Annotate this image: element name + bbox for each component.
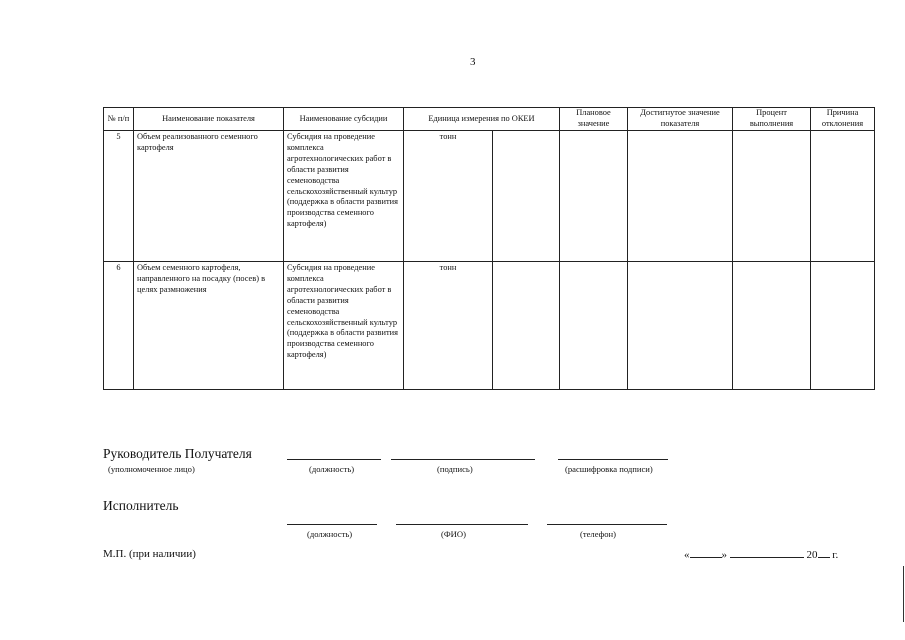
head-signature-caption: (подпись) bbox=[437, 464, 473, 474]
header-number: № п/п bbox=[104, 108, 134, 131]
header-reason: Причина отклонения bbox=[811, 108, 875, 131]
stamp-label: М.П. (при наличии) bbox=[103, 548, 196, 560]
head-position-line bbox=[287, 459, 381, 460]
row-percent bbox=[733, 262, 811, 390]
date-field bbox=[684, 548, 838, 561]
date-year-prefix: 20 bbox=[806, 549, 818, 561]
header-achieved: Достигнутое значение показателя bbox=[628, 108, 733, 131]
row-number: 5 bbox=[104, 131, 134, 262]
date-open-quote: « bbox=[684, 549, 690, 561]
head-subtitle: (уполномоченное лицо) bbox=[108, 464, 195, 474]
executor-position-line bbox=[287, 524, 377, 525]
row-planned bbox=[560, 131, 628, 262]
header-unit: Единица измерения по ОКЕИ bbox=[404, 108, 560, 131]
row-planned bbox=[560, 262, 628, 390]
row-unit-code bbox=[493, 262, 560, 390]
row-reason bbox=[811, 262, 875, 390]
head-position-caption: (должность) bbox=[309, 464, 355, 474]
row-subsidy: Субсидия на проведение комплекса агротехнологических работ в области развития семеноводства сельскохозяйственный культур (поддержка в области развития производства семенного картофеля) bbox=[284, 262, 404, 390]
row-indicator: Объем семенного картофеля, направленного на посадку (посев) в целях размножения bbox=[134, 262, 284, 390]
executor-name-caption: (ФИО) bbox=[441, 529, 466, 539]
scan-edge-line bbox=[903, 566, 904, 622]
row-reason bbox=[811, 131, 875, 262]
table-row bbox=[104, 131, 875, 262]
date-day-blank bbox=[690, 548, 722, 558]
table-header-row bbox=[104, 108, 875, 131]
header-indicator: Наименование показателя bbox=[134, 108, 284, 131]
date-month-blank bbox=[730, 548, 804, 558]
row-unit: тонн bbox=[404, 262, 493, 390]
header-percent: Процент выполнения bbox=[733, 108, 811, 131]
row-unit-code bbox=[493, 131, 560, 262]
head-signature-line bbox=[391, 459, 535, 460]
head-decoding-line bbox=[558, 459, 668, 460]
head-title: Руководитель Получателя bbox=[103, 446, 252, 461]
executor-title: Исполнитель bbox=[103, 498, 179, 513]
row-unit: тонн bbox=[404, 131, 493, 262]
row-number: 6 bbox=[104, 262, 134, 390]
row-achieved bbox=[628, 131, 733, 262]
executor-phone-caption: (телефон) bbox=[580, 529, 616, 539]
row-percent bbox=[733, 131, 811, 262]
row-achieved bbox=[628, 262, 733, 390]
row-indicator: Объем реализованного семенного картофеля bbox=[134, 131, 284, 262]
head-decoding-caption: (расшифровка подписи) bbox=[565, 464, 653, 474]
row-subsidy: Субсидия на проведение комплекса агротехнологических работ в области развития семеноводства сельскохозяйственный культур (поддержка в области развития производства семенного картофеля) bbox=[284, 131, 404, 262]
report-table bbox=[103, 107, 875, 390]
header-planned: Плановое значение bbox=[560, 108, 628, 131]
date-year-blank bbox=[818, 548, 830, 558]
date-year-suffix: г. bbox=[832, 549, 839, 561]
executor-position-caption: (должность) bbox=[307, 529, 353, 539]
executor-name-line bbox=[396, 524, 528, 525]
table-row bbox=[104, 262, 875, 390]
header-subsidy: Наименование субсидии bbox=[284, 108, 404, 131]
date-close-quote: » bbox=[721, 549, 727, 561]
page-number: 3 bbox=[470, 56, 476, 68]
executor-phone-line bbox=[547, 524, 667, 525]
